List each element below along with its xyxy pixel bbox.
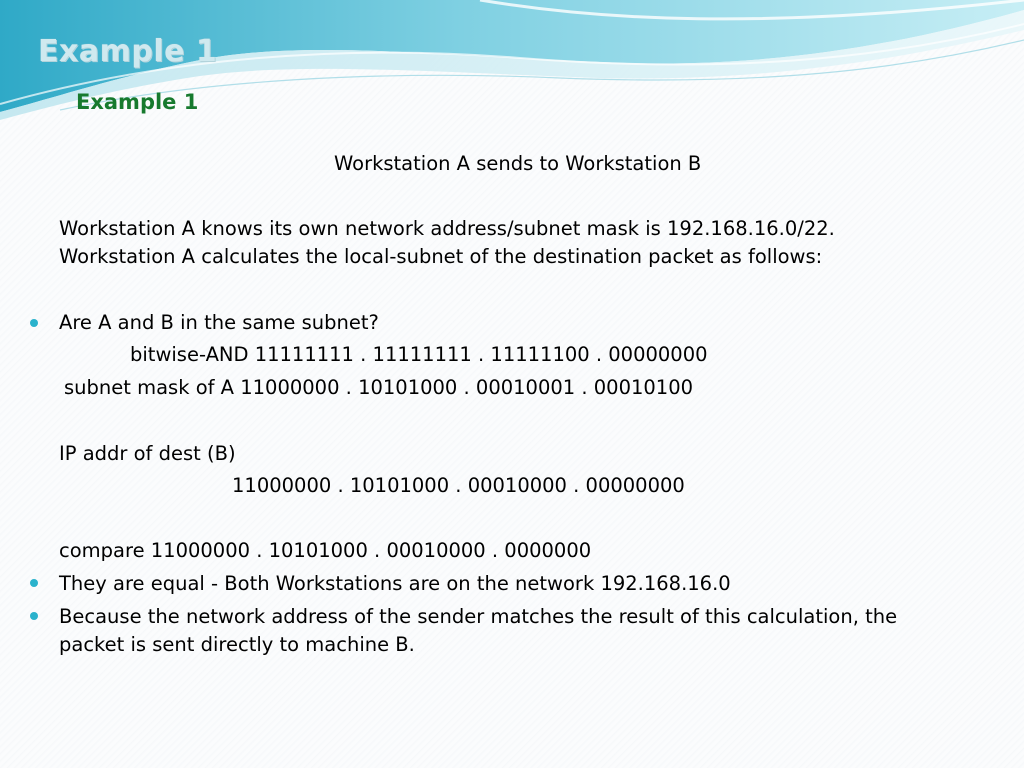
watermark-title: Example 1 <box>38 34 218 69</box>
subnet-mask-line: subnet mask of A 11000000 . 10101000 . 00010001 . 00010100 <box>64 376 694 399</box>
subtitle-line: Workstation A sends to Workstation B <box>334 152 702 175</box>
intro-line-1: Workstation A knows its own network address/subnet mask is 192.168.16.0/22. <box>59 217 835 240</box>
compare-line: compare 11000000 . 10101000 . 00010000 . 0000000 <box>59 539 592 562</box>
slide-title: Example 1 <box>76 90 199 114</box>
bullet-dot-1 <box>30 319 38 327</box>
bullet-dot-2 <box>30 579 38 587</box>
bullet-dot-3 <box>30 612 38 620</box>
bitwise-and-line: bitwise-AND 11111111 . 11111111 . 11111100 . 00000000 <box>130 343 708 366</box>
intro-line-2: Workstation A calculates the local-subnet of the destination packet as follows: <box>59 245 823 268</box>
ip-dest-value: 11000000 . 10101000 . 00010000 . 00000000 <box>232 474 685 497</box>
ip-dest-label: IP addr of dest (B) <box>59 442 236 465</box>
bullet-text-because-line-1: Because the network address of the sender matches the result of this calculation, the <box>59 605 898 628</box>
bullet-text-equal: They are equal - Both Workstations are on the network 192.168.16.0 <box>59 572 731 595</box>
bullet-text-same-subnet: Are A and B in the same subnet? <box>59 311 379 334</box>
bullet-text-because-line-2: packet is sent directly to machine B. <box>59 633 415 656</box>
